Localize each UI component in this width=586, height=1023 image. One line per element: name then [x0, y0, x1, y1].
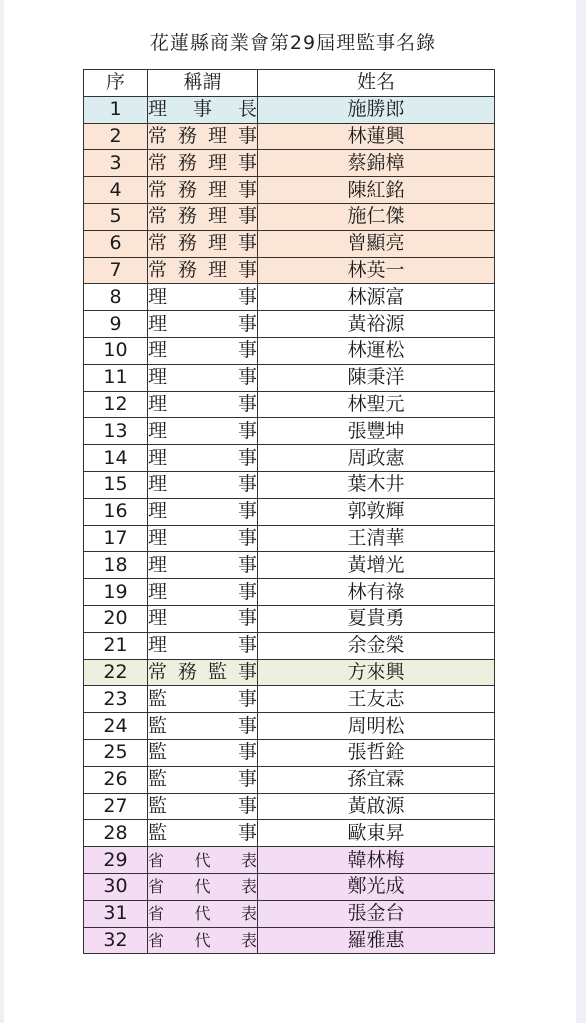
title-chars — [148, 151, 257, 176]
title-char: 事 — [237, 473, 257, 496]
row-title — [148, 391, 258, 418]
page-edge-left — [0, 0, 4, 1023]
row-title — [148, 311, 258, 338]
row-name: 張豐坤 — [258, 418, 495, 445]
table-row — [84, 766, 495, 793]
title-chars — [148, 365, 257, 390]
title-char: 務 — [177, 124, 197, 147]
table-row — [84, 579, 495, 606]
title-chars — [148, 928, 257, 953]
row-title — [148, 686, 258, 713]
row-name: 林源富 — [258, 284, 495, 311]
row-name: 鄭光成 — [258, 873, 495, 900]
title-char: 監 — [148, 714, 168, 737]
title-char: 事 — [237, 687, 257, 710]
title-chars — [148, 472, 257, 497]
title-char: 監 — [148, 794, 168, 817]
title-char: 常 — [148, 151, 168, 174]
row-title — [148, 498, 258, 525]
title-char: 事 — [237, 660, 257, 683]
row-title — [148, 605, 258, 632]
title-chars — [148, 794, 257, 819]
row-title — [148, 284, 258, 311]
table-row — [84, 847, 495, 874]
row-title — [148, 418, 258, 445]
header-name: 姓名 — [258, 70, 495, 97]
title-char: 理 — [148, 312, 168, 335]
title-char: 務 — [177, 258, 197, 281]
title-char: 理 — [148, 392, 168, 415]
row-title — [148, 820, 258, 847]
row-title — [148, 257, 258, 284]
title-char: 事 — [237, 366, 257, 389]
row-name: 蔡錦樟 — [258, 150, 495, 177]
row-number: 2 — [84, 123, 148, 150]
title-chars — [148, 526, 257, 551]
row-title — [148, 471, 258, 498]
title-char: 常 — [148, 232, 168, 255]
row-title — [148, 632, 258, 659]
title-char: 事 — [237, 258, 257, 281]
title-char: 監 — [207, 660, 227, 683]
row-title — [148, 713, 258, 740]
row-name: 林有祿 — [258, 579, 495, 606]
title-char: 監 — [148, 741, 168, 764]
title-char: 理 — [148, 339, 168, 362]
table-row — [84, 230, 495, 257]
title-char: 事 — [237, 285, 257, 308]
title-chars — [148, 97, 257, 122]
row-number: 16 — [84, 498, 148, 525]
row-number: 14 — [84, 445, 148, 472]
title-char: 代 — [194, 877, 211, 897]
title-char: 事 — [237, 634, 257, 657]
table-row — [84, 177, 495, 204]
row-title — [148, 659, 258, 686]
title-chars — [148, 901, 257, 926]
row-title — [148, 739, 258, 766]
title-char: 代 — [194, 930, 211, 950]
table-row — [84, 471, 495, 498]
title-char: 表 — [240, 877, 257, 897]
row-title — [148, 177, 258, 204]
row-number: 6 — [84, 230, 148, 257]
title-char: 代 — [194, 904, 211, 924]
title-char: 事 — [237, 205, 257, 228]
document-title: 花蓮縣商業會第29屆理監事名錄 — [149, 32, 437, 54]
row-number: 22 — [84, 659, 148, 686]
row-number: 8 — [84, 284, 148, 311]
row-name: 林英一 — [258, 257, 495, 284]
title-chars — [148, 312, 257, 337]
row-number: 25 — [84, 739, 148, 766]
title-chars — [148, 687, 257, 712]
title-char: 務 — [177, 660, 197, 683]
table-row — [84, 739, 495, 766]
table-header-row — [84, 70, 495, 97]
title-chars — [148, 178, 257, 203]
title-char: 務 — [177, 205, 197, 228]
row-name: 孫宜霖 — [258, 766, 495, 793]
title-chars — [148, 874, 257, 899]
row-name: 林蓮興 — [258, 123, 495, 150]
header-no: 序 — [84, 70, 148, 97]
title-chars — [148, 392, 257, 417]
title-char: 常 — [148, 178, 168, 201]
row-name: 王清華 — [258, 525, 495, 552]
row-title — [148, 445, 258, 472]
title-char: 省 — [148, 904, 165, 924]
row-name: 王友志 — [258, 686, 495, 713]
title-chars — [148, 660, 257, 685]
title-char: 表 — [240, 930, 257, 950]
title-char: 理 — [148, 607, 168, 630]
title-chars — [148, 258, 257, 283]
row-number: 29 — [84, 847, 148, 874]
title-char: 常 — [148, 258, 168, 281]
row-name: 黃增光 — [258, 552, 495, 579]
title-char: 事 — [192, 98, 212, 121]
table-row — [84, 659, 495, 686]
row-number: 10 — [84, 337, 148, 364]
title-char: 常 — [148, 205, 168, 228]
row-number: 23 — [84, 686, 148, 713]
row-number: 27 — [84, 793, 148, 820]
row-number: 9 — [84, 311, 148, 338]
table-row — [84, 445, 495, 472]
title-char: 事 — [237, 446, 257, 469]
row-number: 18 — [84, 552, 148, 579]
row-number: 15 — [84, 471, 148, 498]
row-title — [148, 766, 258, 793]
row-title — [148, 900, 258, 927]
table-row — [84, 257, 495, 284]
title-chars — [148, 338, 257, 363]
title-chars — [148, 848, 257, 873]
title-char: 事 — [237, 500, 257, 523]
title-char: 理 — [148, 634, 168, 657]
title-char: 事 — [237, 607, 257, 630]
row-name: 張哲銓 — [258, 739, 495, 766]
row-name: 黃裕源 — [258, 311, 495, 338]
title-chars — [148, 124, 257, 149]
title-char: 事 — [237, 419, 257, 442]
row-title — [148, 579, 258, 606]
title-chars — [148, 231, 257, 256]
row-name: 周明松 — [258, 713, 495, 740]
row-name: 夏貴勇 — [258, 605, 495, 632]
title-chars — [148, 740, 257, 765]
row-name: 羅雅惠 — [258, 927, 495, 954]
title-chars — [148, 285, 257, 310]
title-char: 省 — [148, 850, 165, 870]
table-row — [84, 686, 495, 713]
row-title — [148, 203, 258, 230]
title-chars — [148, 204, 257, 229]
title-chars — [148, 553, 257, 578]
row-number: 17 — [84, 525, 148, 552]
row-number: 20 — [84, 605, 148, 632]
table-row — [84, 820, 495, 847]
row-number: 24 — [84, 713, 148, 740]
row-name: 余金榮 — [258, 632, 495, 659]
title-char: 省 — [148, 877, 165, 897]
title-char: 理 — [148, 553, 168, 576]
row-title — [148, 150, 258, 177]
title-char: 事 — [237, 339, 257, 362]
title-char: 事 — [237, 151, 257, 174]
row-title — [148, 337, 258, 364]
row-number: 28 — [84, 820, 148, 847]
title-chars — [148, 580, 257, 605]
row-number: 7 — [84, 257, 148, 284]
title-char: 理 — [148, 526, 168, 549]
row-title — [148, 364, 258, 391]
title-char: 理 — [207, 232, 227, 255]
title-char: 長 — [237, 98, 257, 121]
title-char: 務 — [177, 151, 197, 174]
title-char: 常 — [148, 660, 168, 683]
row-number: 21 — [84, 632, 148, 659]
title-char: 理 — [207, 258, 227, 281]
header-title: 稱謂 — [148, 70, 258, 97]
row-name: 施仁傑 — [258, 203, 495, 230]
row-number: 12 — [84, 391, 148, 418]
row-name: 黃啟源 — [258, 793, 495, 820]
title-char: 監 — [148, 768, 168, 791]
title-chars — [148, 606, 257, 631]
row-name: 陳紅銘 — [258, 177, 495, 204]
table-row — [84, 96, 495, 123]
row-title — [148, 847, 258, 874]
title-char: 理 — [207, 124, 227, 147]
title-char: 理 — [148, 446, 168, 469]
row-name: 陳秉洋 — [258, 364, 495, 391]
title-char: 事 — [237, 232, 257, 255]
title-char: 理 — [148, 366, 168, 389]
title-char: 事 — [237, 768, 257, 791]
table-row — [84, 418, 495, 445]
row-name: 方來興 — [258, 659, 495, 686]
title-char: 事 — [237, 124, 257, 147]
title-char: 理 — [148, 98, 168, 121]
title-char: 務 — [177, 232, 197, 255]
title-chars — [148, 633, 257, 658]
title-char: 理 — [207, 151, 227, 174]
table-row — [84, 364, 495, 391]
title-chars — [148, 499, 257, 524]
table-row — [84, 203, 495, 230]
row-title — [148, 552, 258, 579]
roster-body — [84, 96, 495, 954]
row-name: 葉木井 — [258, 471, 495, 498]
title-char: 事 — [237, 580, 257, 603]
title-chars — [148, 446, 257, 471]
title-char: 理 — [148, 580, 168, 603]
row-number: 1 — [84, 96, 148, 123]
table-row — [84, 793, 495, 820]
title-char: 省 — [148, 930, 165, 950]
row-number: 30 — [84, 873, 148, 900]
row-name: 張金台 — [258, 900, 495, 927]
row-name: 林聖元 — [258, 391, 495, 418]
title-chars — [148, 767, 257, 792]
title-char: 代 — [194, 850, 211, 870]
row-title — [148, 230, 258, 257]
table-row — [84, 552, 495, 579]
table-row — [84, 900, 495, 927]
title-char: 表 — [240, 850, 257, 870]
row-number: 4 — [84, 177, 148, 204]
title-chars — [148, 419, 257, 444]
row-number: 5 — [84, 203, 148, 230]
table-row — [84, 284, 495, 311]
title-char: 事 — [237, 741, 257, 764]
title-chars — [148, 821, 257, 846]
title-char: 理 — [148, 419, 168, 442]
row-title — [148, 873, 258, 900]
title-char: 監 — [148, 687, 168, 710]
table-row — [84, 337, 495, 364]
row-title — [148, 123, 258, 150]
row-title — [148, 927, 258, 954]
row-name: 郭敦輝 — [258, 498, 495, 525]
row-number: 26 — [84, 766, 148, 793]
title-char: 事 — [237, 392, 257, 415]
row-number: 32 — [84, 927, 148, 954]
title-char: 表 — [240, 904, 257, 924]
title-char: 常 — [148, 124, 168, 147]
row-title — [148, 525, 258, 552]
table-row — [84, 498, 495, 525]
title-char: 務 — [177, 178, 197, 201]
table-row — [84, 123, 495, 150]
title-char: 理 — [148, 285, 168, 308]
table-row — [84, 713, 495, 740]
title-char: 理 — [207, 178, 227, 201]
title-char: 事 — [237, 526, 257, 549]
table-row — [84, 391, 495, 418]
table-row — [84, 150, 495, 177]
title-char: 事 — [237, 714, 257, 737]
row-name: 周政憲 — [258, 445, 495, 472]
row-title — [148, 96, 258, 123]
row-name: 曾顯亮 — [258, 230, 495, 257]
title-char: 事 — [237, 312, 257, 335]
title-char: 事 — [237, 553, 257, 576]
row-number: 31 — [84, 900, 148, 927]
title-char: 理 — [148, 473, 168, 496]
row-name: 韓林梅 — [258, 847, 495, 874]
row-number: 13 — [84, 418, 148, 445]
table-row — [84, 525, 495, 552]
row-name: 施勝郎 — [258, 96, 495, 123]
row-number: 19 — [84, 579, 148, 606]
title-char: 事 — [237, 794, 257, 817]
table-row — [84, 311, 495, 338]
row-name: 林運松 — [258, 337, 495, 364]
row-title — [148, 793, 258, 820]
title-chars — [148, 714, 257, 739]
page-edge-right — [576, 0, 586, 1023]
title-char: 事 — [237, 178, 257, 201]
title-char: 理 — [207, 205, 227, 228]
table-row — [84, 927, 495, 954]
row-number: 11 — [84, 364, 148, 391]
roster-table — [83, 69, 495, 954]
title-char: 監 — [148, 821, 168, 844]
table-row — [84, 632, 495, 659]
title-char: 理 — [148, 500, 168, 523]
title-char: 事 — [237, 821, 257, 844]
row-name: 歐東昇 — [258, 820, 495, 847]
table-row — [84, 605, 495, 632]
row-number: 3 — [84, 150, 148, 177]
table-row — [84, 873, 495, 900]
